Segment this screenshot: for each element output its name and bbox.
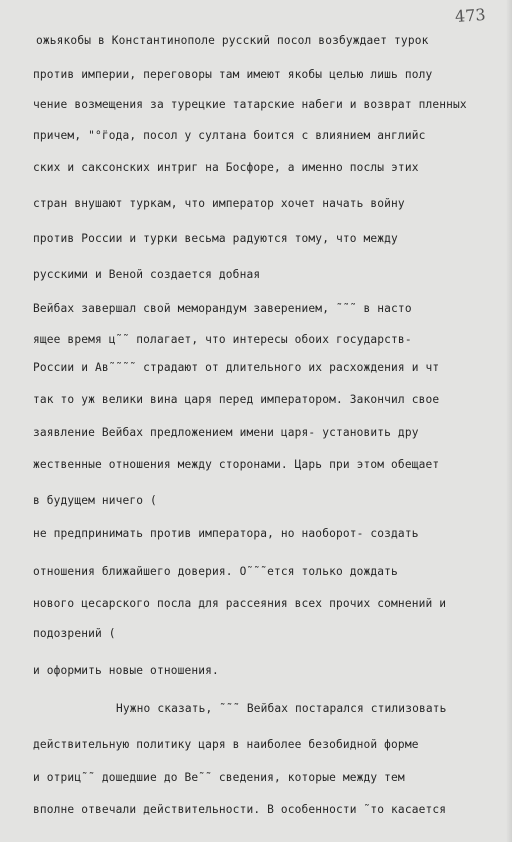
text-line: так то уж велики вина царя перед императором. Закончил свое	[33, 393, 440, 406]
page-number: 473	[454, 4, 487, 27]
text-line: и оформить новые отношения.	[33, 664, 219, 677]
text-line: чение возмещения за турецкие татарские набеги и возврат пленных	[33, 98, 467, 111]
text-line: Вейбах завершал свой меморандум заверением, ˜˜˜ в насто	[33, 302, 412, 315]
text-line: ских и саксонских интриг на Босфоре, а именно послы этих	[33, 161, 419, 174]
text-line: не предпринимать против императора, но наоборот- создать	[33, 527, 419, 540]
text-line: действительную политику царя в наиболее безобидной форме	[33, 738, 419, 751]
text-line: русскими и Веной создается добная	[33, 268, 261, 281]
text-line: подозрений (	[33, 627, 116, 640]
text-line: ожьякобы в Константинополе русский посол возбуждает турок	[36, 34, 429, 47]
text-line: вполне отвечали действительности. В особенности ˜то касается	[33, 803, 447, 816]
text-line: против империи, переговоры там имеют якобы целью лишь полу	[33, 68, 433, 81]
text-line: причем, "°̈года, посол у султана боится с влиянием английс	[33, 129, 426, 142]
page-edge-shadow	[506, 0, 512, 842]
text-line: стран внушают туркам, что император хочет начать войну	[33, 197, 405, 210]
text-line: в будущем ничего (	[33, 494, 157, 507]
text-line: и отриц˜˜ дошедшие до Ве˜˜ сведения, которые между тем	[33, 771, 405, 784]
text-line: против России и турки весьма радуются тому, что между	[33, 232, 398, 245]
text-line: ящее время ц˜˜ полагает, что интересы обоих государств-	[33, 333, 412, 346]
text-line: заявление Вейбах предложением имени царя- установить дру	[33, 426, 419, 439]
text-line: отношения ближайшего доверия. О˜˜˜ется только дождать	[33, 565, 398, 578]
text-line: Нужно сказать, ˜˜˜ Вейбах постарался стилизовать	[116, 702, 447, 715]
text-line: России и Ав˜˜˜˜ страдают от длительного их расхождения и чт	[33, 361, 440, 374]
text-line: нового цесарского посла для рассеяния всех прочих сомнений и	[33, 597, 447, 610]
text-line: жественные отношения между сторонами. Царь при этом обещает	[33, 458, 440, 471]
